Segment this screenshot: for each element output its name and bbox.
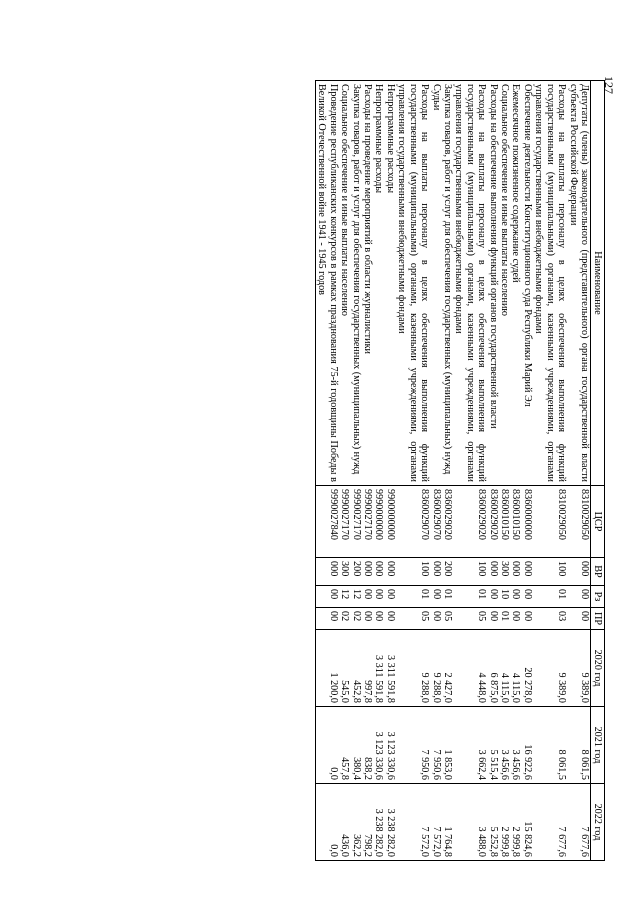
row-name: Расходы на проведение мероприятий в области журналистики — [362, 81, 373, 486]
row-pr — [442, 608, 453, 630]
row-vr-value: 000 — [430, 561, 442, 577]
row-2022 — [499, 784, 510, 861]
row-pr — [430, 608, 441, 630]
row-csr — [510, 486, 521, 558]
row-2020-value: 3 311 591,8 — [384, 654, 396, 703]
row-2021 — [499, 707, 510, 784]
row-pr-value: 02 — [350, 611, 362, 622]
row-2022-value: 0,0 — [327, 844, 339, 857]
row-vr — [521, 558, 532, 586]
row-pr-value: 00 — [327, 611, 339, 622]
row-2020-value: 20 278,0 — [521, 667, 533, 703]
row-rz — [567, 586, 590, 608]
row-csr — [384, 486, 395, 558]
row-pr-value: 05 — [476, 611, 488, 622]
row-rz-value: 00 — [384, 589, 396, 600]
row-2022 — [453, 784, 487, 861]
row-2021 — [396, 707, 430, 784]
row-pr-value: 00 — [384, 611, 396, 622]
row-2020 — [430, 630, 441, 707]
row-2020-value: 9 389,0 — [556, 672, 568, 703]
row-2021 — [487, 707, 498, 784]
row-rz-value: 10 — [499, 589, 511, 600]
row-name: Непрограммные расходы — [384, 81, 395, 486]
row-csr — [430, 486, 441, 558]
row-2021 — [362, 707, 373, 784]
row-2021-value: 3 662,4 — [476, 749, 488, 780]
row-csr — [487, 486, 498, 558]
row-rz — [362, 586, 373, 608]
row-pr — [396, 608, 430, 630]
row-2021-value: 3 123 330,6 — [384, 731, 396, 780]
row-vr — [510, 558, 521, 586]
row-vr-value: 000 — [510, 561, 522, 577]
row-vr-value: 100 — [556, 561, 568, 577]
row-csr-value: 8360010150 — [499, 489, 511, 540]
row-2021-value: 0,0 — [327, 767, 339, 780]
row-pr — [521, 608, 532, 630]
row-csr — [315, 486, 338, 558]
row-vr — [453, 558, 487, 586]
table-row — [510, 81, 521, 861]
row-vr — [499, 558, 510, 586]
row-pr-value: 00 — [361, 611, 373, 622]
row-2021-value: 380,4 — [350, 757, 362, 780]
row-vr-value: 300 — [499, 561, 511, 577]
row-2020-value: 997,8 — [361, 680, 373, 703]
row-2021 — [567, 707, 590, 784]
row-csr-value: 8360029020 — [487, 489, 499, 540]
table-row — [350, 81, 361, 861]
row-2022-value: 1 764,8 — [441, 826, 453, 857]
row-2020 — [499, 630, 510, 707]
row-vr-value: 000 — [327, 561, 339, 577]
row-name: Социальное обеспечение и иные выплаты населению — [339, 81, 350, 486]
row-2021-value: 16 922,6 — [521, 744, 533, 780]
row-rz — [396, 586, 430, 608]
row-2020-value: 545,0 — [339, 680, 351, 703]
row-csr — [350, 486, 361, 558]
row-rz — [339, 586, 350, 608]
row-2020 — [362, 630, 373, 707]
row-2021 — [510, 707, 521, 784]
table-body — [315, 81, 590, 861]
row-rz-value: 00 — [510, 589, 522, 600]
row-2022-value: 7 572,0 — [419, 826, 431, 857]
row-csr — [453, 486, 487, 558]
row-2022 — [442, 784, 453, 861]
row-2022-value: 3 238 282,0 — [384, 808, 396, 857]
row-2020-value: 3 311 591,8 — [373, 654, 385, 703]
row-pr-value: 03 — [556, 611, 568, 622]
header-2022: 2022 год — [591, 784, 605, 861]
row-2022 — [510, 784, 521, 861]
row-csr-value: 8310029050 — [556, 489, 568, 540]
row-2022-value: 2 999,8 — [510, 826, 522, 857]
row-vr — [373, 558, 384, 586]
row-csr-value: 8360010150 — [510, 489, 522, 540]
table-row — [533, 81, 567, 861]
row-2022-value: 798,2 — [361, 834, 373, 857]
row-rz — [373, 586, 384, 608]
row-rz — [487, 586, 498, 608]
row-2022 — [396, 784, 430, 861]
row-2021-value: 3 456,6 — [499, 749, 511, 780]
row-2021-value: 8 061,5 — [579, 749, 590, 780]
row-2022-value: 3 488,0 — [476, 826, 488, 857]
row-2020 — [396, 630, 430, 707]
row-rz-value: 01 — [556, 589, 568, 600]
row-pr — [567, 608, 590, 630]
row-pr — [384, 608, 395, 630]
row-vr-value: 100 — [419, 561, 431, 577]
row-csr-value: 8360029070 — [419, 489, 431, 540]
row-2021 — [339, 707, 350, 784]
row-pr — [373, 608, 384, 630]
row-name: Непрограммные расходы — [373, 81, 384, 486]
row-pr — [315, 608, 338, 630]
row-vr-value: 100 — [476, 561, 488, 577]
row-csr — [396, 486, 430, 558]
row-vr — [430, 558, 441, 586]
row-vr-value: 000 — [521, 561, 533, 577]
row-name: Ежемесячное пожизненное содержание судей — [510, 81, 521, 486]
table-row — [567, 81, 590, 861]
row-2021-value: 1 853,0 — [441, 749, 453, 780]
row-rz-value: 00 — [579, 589, 590, 600]
row-name: Расходы на выплаты персоналу в целях обеспечения выполнения функций государственными (муниципальными) органами, казенными учреждениями, органами управления государственными внебюджетными фондами — [453, 81, 487, 486]
row-csr — [521, 486, 532, 558]
budget-table — [315, 80, 605, 861]
row-2020-value: 4 115,0 — [499, 672, 511, 703]
row-2020-value: 4 115,0 — [510, 672, 522, 703]
row-2021 — [430, 707, 441, 784]
row-csr — [567, 486, 590, 558]
row-csr-value: 8360029020 — [476, 489, 488, 540]
row-name: Судьи — [430, 81, 441, 486]
row-csr-value: 9990027840 — [327, 489, 339, 540]
header-2021: 2021 год — [591, 707, 605, 784]
header-pr: ПР — [591, 608, 605, 630]
row-2022-value: 3 238 282,0 — [373, 808, 385, 857]
row-2022-value: 362,2 — [350, 834, 362, 857]
row-name: Закупка товаров, работ и услуг для обеспечения государственных (муниципальных) нужд — [442, 81, 453, 486]
row-name: Закупка товаров, работ и услуг для обеспечения государственных (муниципальных) нужд — [350, 81, 361, 486]
row-2021 — [384, 707, 395, 784]
row-2021-value: 5 515,4 — [487, 749, 499, 780]
row-2020 — [453, 630, 487, 707]
row-2022 — [567, 784, 590, 861]
row-name: Расходы на выплаты персоналу в целях обеспечения выполнения функций государственными (муниципальными) органами, казенными учреждениями, органами управления государственными внебюджетными фондами — [533, 81, 567, 486]
row-2021-value: 3 123 330,6 — [373, 731, 385, 780]
row-rz — [533, 586, 567, 608]
row-2021-value: 3 456,6 — [510, 749, 522, 780]
row-rz — [350, 586, 361, 608]
row-vr-value: 000 — [384, 561, 396, 577]
row-csr — [533, 486, 567, 558]
row-rz — [430, 586, 441, 608]
row-2022-value: 15 824,6 — [521, 821, 533, 857]
row-2022-value: 7 677,6 — [579, 826, 590, 857]
row-rz-value: 01 — [476, 589, 488, 600]
row-2020-value: 452,8 — [350, 680, 362, 703]
row-pr — [453, 608, 487, 630]
row-2021 — [442, 707, 453, 784]
row-csr — [442, 486, 453, 558]
row-2020 — [510, 630, 521, 707]
row-2020-value: 9 288,0 — [430, 672, 442, 703]
table-row — [487, 81, 498, 861]
row-pr — [510, 608, 521, 630]
header-name: Наименование — [591, 81, 605, 486]
row-2021-value: 838,2 — [361, 757, 373, 780]
table-row — [499, 81, 510, 861]
row-name: Депутаты (члены) законодательного (представительного) органа государственной власти субъекта Российской Федерации — [567, 81, 590, 486]
row-2021-value: 8 061,5 — [556, 749, 568, 780]
header-2020: 2020 год — [591, 630, 605, 707]
row-vr-value: 300 — [339, 561, 351, 577]
row-2022-value: 7 677,6 — [556, 826, 568, 857]
row-2022 — [315, 784, 338, 861]
row-csr — [339, 486, 350, 558]
row-pr-value: 05 — [419, 611, 431, 622]
row-csr-value: 8360029070 — [430, 489, 442, 540]
row-csr-value: 9990027170 — [339, 489, 351, 540]
row-2022 — [339, 784, 350, 861]
row-pr-value: 00 — [373, 611, 385, 622]
row-rz — [384, 586, 395, 608]
row-pr — [350, 608, 361, 630]
row-name: Проведение республиканских конкурсов в рамках празднования 75-й годовщины Победы в Великой Отечественной войне 1941 - 1945 годов — [315, 81, 338, 486]
row-2022-value: 2 999,8 — [499, 826, 511, 857]
row-2020-value: 6 875,0 — [487, 672, 499, 703]
row-pr-value: 00 — [430, 611, 442, 622]
row-csr-value: 9990027170 — [361, 489, 373, 540]
row-vr — [350, 558, 361, 586]
row-pr-value: 02 — [339, 611, 351, 622]
row-csr-value: 8360000000 — [521, 489, 533, 540]
row-pr-value: 00 — [510, 611, 522, 622]
row-vr-value: 000 — [579, 561, 590, 577]
row-2020 — [384, 630, 395, 707]
page-number-text: 127 — [602, 76, 616, 94]
row-2021 — [521, 707, 532, 784]
row-2022 — [350, 784, 361, 861]
row-2022-value: 7 572,0 — [430, 826, 442, 857]
row-pr — [362, 608, 373, 630]
row-rz-value: 01 — [441, 589, 453, 600]
row-vr — [442, 558, 453, 586]
row-2022 — [384, 784, 395, 861]
row-2022-value: 5 252,8 — [487, 826, 499, 857]
table-row — [339, 81, 350, 861]
row-csr — [373, 486, 384, 558]
row-vr — [396, 558, 430, 586]
row-csr-value: 9990000000 — [373, 489, 385, 540]
table-header-row — [591, 81, 605, 861]
row-2022 — [521, 784, 532, 861]
row-rz — [510, 586, 521, 608]
row-pr — [487, 608, 498, 630]
row-rz-value: 12 — [339, 589, 351, 600]
row-rz-value: 00 — [487, 589, 499, 600]
row-vr-value: 000 — [361, 561, 373, 577]
table-row — [442, 81, 453, 861]
row-2020 — [315, 630, 338, 707]
row-name: Обеспечение деятельности Конституционного суда Республики Марий Эл — [521, 81, 532, 486]
row-2020 — [521, 630, 532, 707]
row-vr-value: 000 — [487, 561, 499, 577]
row-vr — [339, 558, 350, 586]
row-rz — [521, 586, 532, 608]
row-2020-value: 9 389,0 — [579, 672, 590, 703]
row-2021 — [453, 707, 487, 784]
row-pr-value: 01 — [499, 611, 511, 622]
row-vr — [567, 558, 590, 586]
row-vr — [487, 558, 498, 586]
row-2020-value: 2 427,0 — [441, 672, 453, 703]
row-csr-value: 8360029020 — [441, 489, 453, 540]
row-2022 — [533, 784, 567, 861]
row-rz — [453, 586, 487, 608]
row-2022-value: 436,0 — [339, 834, 351, 857]
row-2020-value: 4 448,0 — [476, 672, 488, 703]
header-vr: ВР — [591, 558, 605, 586]
row-csr — [499, 486, 510, 558]
row-rz-value: 00 — [521, 589, 533, 600]
row-pr-value: 00 — [487, 611, 499, 622]
row-name: Социальное обеспечение и иные выплаты населению — [499, 81, 510, 486]
row-pr-value: 00 — [521, 611, 533, 622]
row-2022 — [362, 784, 373, 861]
row-2020 — [533, 630, 567, 707]
row-vr — [533, 558, 567, 586]
table-row — [521, 81, 532, 861]
table-row — [453, 81, 487, 861]
row-pr — [499, 608, 510, 630]
row-vr — [362, 558, 373, 586]
row-rz-value: 00 — [327, 589, 339, 600]
row-csr-value: 8310029050 — [579, 489, 590, 540]
row-csr-value: 9990027170 — [350, 489, 362, 540]
row-rz-value: 00 — [373, 589, 385, 600]
row-2020-value: 9 288,0 — [419, 672, 431, 703]
row-rz-value: 00 — [430, 589, 442, 600]
header-rz: Рз — [591, 586, 605, 608]
row-2022 — [487, 784, 498, 861]
page-number — [602, 76, 622, 116]
row-rz-value: 00 — [361, 589, 373, 600]
row-vr — [315, 558, 338, 586]
row-rz — [315, 586, 338, 608]
row-2020 — [487, 630, 498, 707]
row-rz-value: 12 — [350, 589, 362, 600]
row-2021 — [315, 707, 338, 784]
row-pr — [533, 608, 567, 630]
table-row — [384, 81, 395, 861]
row-pr-value: 00 — [579, 611, 590, 622]
rotated-page-content — [93, 80, 605, 860]
row-vr — [384, 558, 395, 586]
row-vr-value: 000 — [373, 561, 385, 577]
row-2020 — [567, 630, 590, 707]
row-name: Расходы на выплаты персоналу в целях обеспечения выполнения функций государственными (муниципальными) органами, казенными учреждениями, органами управления государственными внебюджетными фондами — [396, 81, 430, 486]
row-rz-value: 01 — [419, 589, 431, 600]
row-vr-value: 200 — [350, 561, 362, 577]
row-2020 — [373, 630, 384, 707]
row-2020 — [442, 630, 453, 707]
row-pr-value: 05 — [441, 611, 453, 622]
row-vr-value: 200 — [441, 561, 453, 577]
table-row — [362, 81, 373, 861]
row-2020-value: 1 200,0 — [327, 672, 339, 703]
row-pr — [339, 608, 350, 630]
row-2021-value: 7 950,6 — [430, 749, 442, 780]
row-2021 — [533, 707, 567, 784]
row-2020 — [339, 630, 350, 707]
header-csr: ЦСР — [591, 486, 605, 558]
row-2021 — [350, 707, 361, 784]
table-row — [396, 81, 430, 861]
row-2021 — [373, 707, 384, 784]
row-2022 — [430, 784, 441, 861]
row-rz — [499, 586, 510, 608]
row-2021-value: 7 950,6 — [419, 749, 431, 780]
row-2022 — [373, 784, 384, 861]
row-2020 — [350, 630, 361, 707]
row-csr-value: 9900000000 — [384, 489, 396, 540]
row-name: Расходы на обеспечение выполнения функций органов государственной власти — [487, 81, 498, 486]
row-rz — [442, 586, 453, 608]
table-row — [373, 81, 384, 861]
table-row — [315, 81, 338, 861]
row-csr — [362, 486, 373, 558]
row-2021-value: 457,8 — [339, 757, 351, 780]
table-row — [430, 81, 441, 861]
